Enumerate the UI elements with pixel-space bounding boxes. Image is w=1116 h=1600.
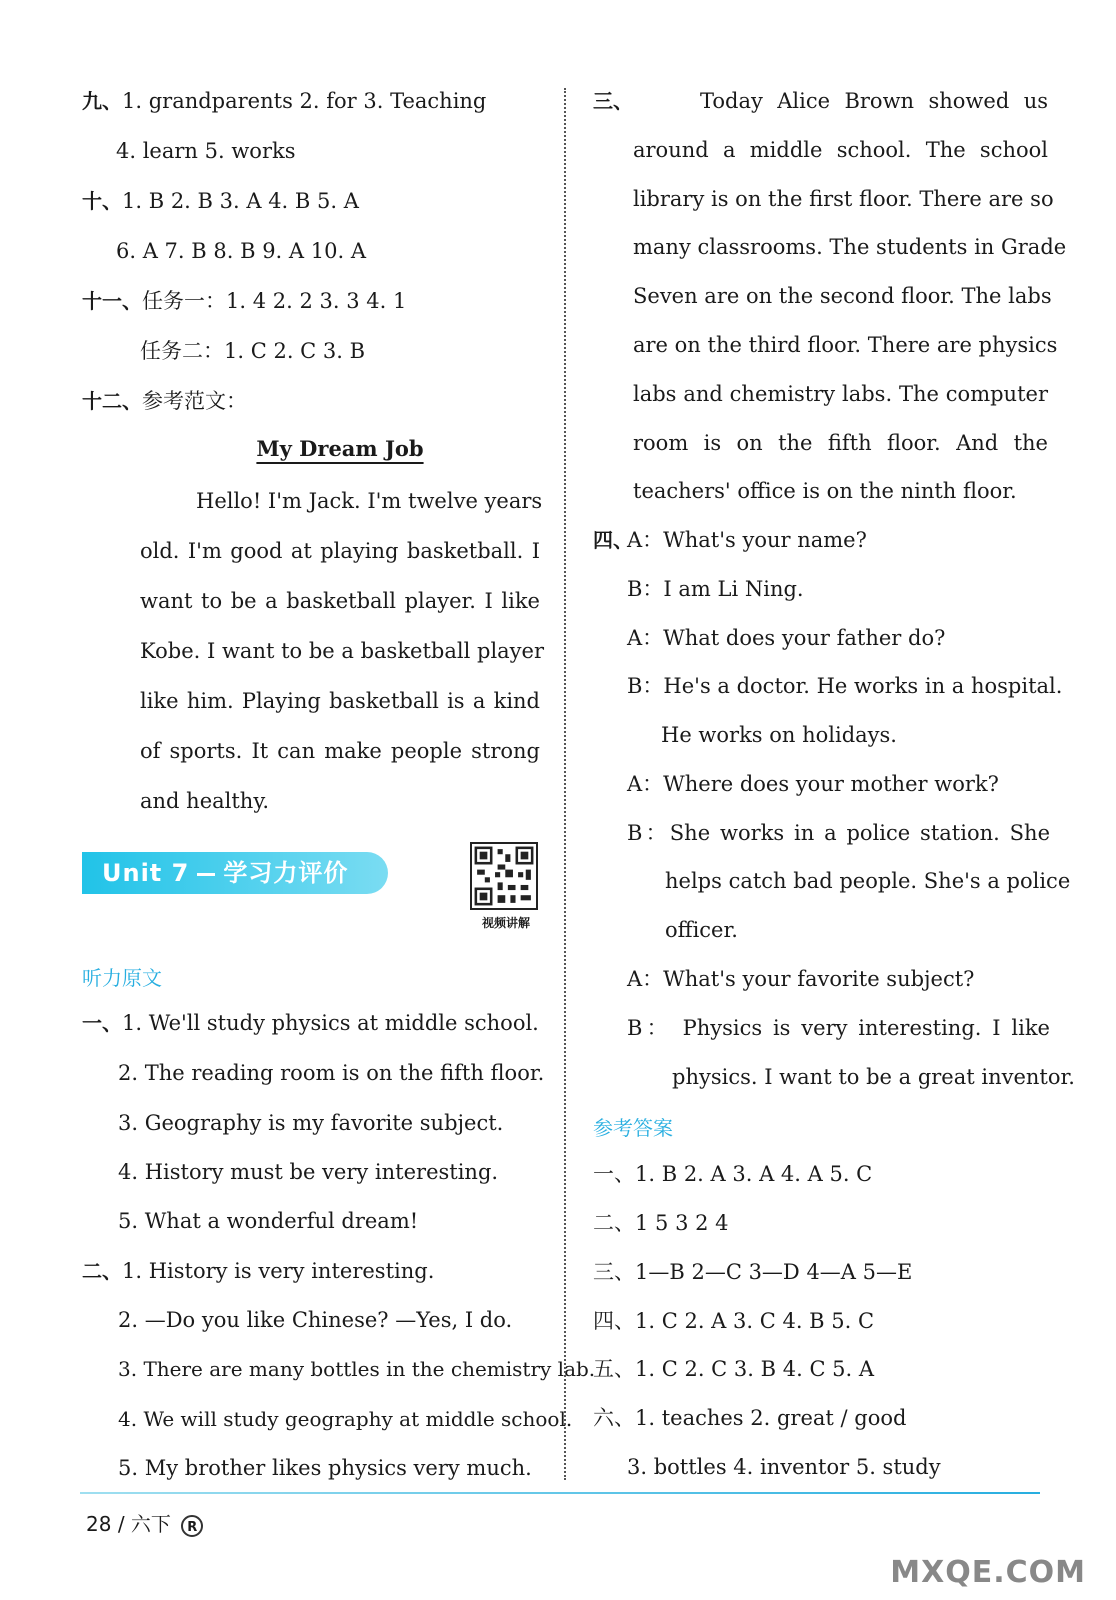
page-footer — [86, 1508, 203, 1537]
answer-1: 一、1. B 2. A 3. A 4. A 5. C — [593, 1162, 873, 1186]
q12-text: 参考范文： — [142, 389, 247, 413]
q11-line-1 — [82, 286, 406, 316]
grade-label: 六下 — [130, 1512, 171, 1536]
q10-label: 十、 — [82, 189, 122, 213]
q11-label: 十一、 — [82, 289, 142, 313]
s1-line-1 — [82, 1008, 539, 1038]
s4-line-6: A：Where does your mother work? — [627, 772, 999, 796]
answer-5: 五、1. C 2. C 3. B 4. C 5. A — [593, 1357, 875, 1381]
s2-item-5: 5. My brother likes physics very much. — [118, 1456, 532, 1480]
answers-title: 参考答案 — [593, 1116, 673, 1140]
essay-line-7: and healthy. — [140, 789, 270, 813]
essay-line-2: old. I'm good at playing basketball. I — [140, 539, 540, 563]
s4-line-11: B： Physics is very interesting. I like — [627, 1016, 1050, 1040]
page-number: 28 — [86, 1512, 112, 1536]
q9-line-2: 4. learn 5. works — [116, 139, 296, 163]
s3-label: 三、 — [593, 89, 633, 113]
q11-task2: 任务二：1. C 2. C 3. B — [140, 339, 366, 363]
unit-banner — [82, 852, 388, 894]
q9-line-1 — [82, 86, 486, 116]
s3-line-1: Today Alice Brown showed us — [700, 89, 1048, 113]
watermark: MXQE.COM — [890, 1555, 1086, 1590]
s2-item-1: 1. History is very interesting. — [122, 1259, 435, 1283]
qr-caption: 视频讲解 — [481, 916, 530, 930]
s2-item-2: 2. —Do you like Chinese? —Yes, I do. — [118, 1308, 513, 1332]
s4-label: 四、 — [593, 528, 633, 552]
s3-line-9: teachers' office is on the ninth floor. — [633, 479, 1017, 503]
q12-line — [82, 386, 247, 416]
s3-line-3: library is on the first floor. There are so — [633, 187, 1054, 211]
q10-line-1 — [82, 186, 359, 216]
page-slash: / — [117, 1512, 125, 1536]
q10-line-2: 6. A 7. B 8. B 9. A 10. A — [116, 239, 366, 263]
s4-line-12: physics. I want to be a great inventor. — [672, 1065, 1075, 1089]
s3-line-6: are on the third floor. There are physics — [633, 333, 1058, 357]
answer-6-line-1: 六、1. teaches 2. great / good — [593, 1406, 907, 1430]
column-divider — [564, 88, 566, 1480]
essay-line-5: like him. Playing basketball is a kind — [140, 689, 540, 713]
q11-task1: 任务一：1. 4 2. 2 3. 3 4. 1 — [142, 289, 407, 313]
unit-banner-title: 学习力评价 — [223, 859, 349, 887]
answer-6-line-2: 3. bottles 4. inventor 5. study — [627, 1455, 941, 1479]
s4-line-10: A：What's your favorite subject? — [627, 967, 975, 991]
banner-separator — [197, 873, 215, 876]
s4-line-5: He works on holidays. — [661, 723, 897, 747]
q10-answers-1: 1. B 2. B 3. A 4. B 5. A — [122, 189, 359, 213]
answer-2: 二、1 5 3 2 4 — [593, 1211, 729, 1235]
essay-title: My Dream Job — [256, 436, 424, 461]
q9-answers-1: 1. grandparents 2. for 3. Teaching — [122, 89, 487, 113]
s4-line-2: B：I am Li Ning. — [627, 577, 804, 601]
s3-line-8: room is on the fifth floor. And the — [633, 431, 1048, 455]
s4-line-8: helps catch bad people. She's a police — [665, 869, 1071, 893]
answer-4: 四、1. C 2. A 3. C 4. B 5. C — [593, 1309, 875, 1333]
s1-item-3: 3. Geography is my favorite subject. — [118, 1111, 504, 1135]
s2-item-3: 3. There are many bottles in the chemistry lab. — [118, 1357, 596, 1381]
s3-line-5: Seven are on the second floor. The labs — [633, 284, 1052, 308]
essay-line-6: of sports. It can make people strong — [140, 739, 540, 763]
s4-line-9: officer. — [665, 918, 738, 942]
s3-line-7: labs and chemistry labs. The computer — [633, 382, 1048, 406]
s3-line-4: many classrooms. The students in Grade — [633, 235, 1067, 259]
essay-line-3: want to be a basketball player. I like — [140, 589, 540, 613]
s2-label: 二、 — [82, 1259, 122, 1283]
unit-banner-unit: Unit 7 — [102, 859, 190, 887]
s3-line-2: around a middle school. The school — [633, 138, 1048, 162]
s4-line-4: B：He's a doctor. He works in a hospital. — [627, 674, 1063, 698]
s2-item-4: 4. We will study geography at middle school. — [118, 1407, 573, 1431]
q9-label: 九、 — [82, 89, 122, 113]
listening-title: 听力原文 — [82, 966, 162, 990]
s4-line-7: B：She works in a police station. She — [627, 821, 1050, 845]
edition-badge-icon: R — [181, 1515, 203, 1537]
s1-item-1: 1. We'll study physics at middle school. — [122, 1011, 539, 1035]
footer-rule — [80, 1492, 1040, 1494]
s1-label: 一、 — [82, 1011, 122, 1035]
s1-item-5: 5. What a wonderful dream! — [118, 1209, 419, 1233]
s1-item-4: 4. History must be very interesting. — [118, 1160, 499, 1184]
answer-3: 三、1—B 2—C 3—D 4—A 5—E — [593, 1260, 913, 1284]
s4-line-1: A：What's your name? — [627, 528, 867, 552]
s1-item-2: 2. The reading room is on the fifth floor. — [118, 1061, 545, 1085]
essay-line-1: Hello! I'm Jack. I'm twelve years — [196, 489, 543, 513]
s2-line-1 — [82, 1256, 434, 1286]
q12-label: 十二、 — [82, 389, 142, 413]
essay-line-4: Kobe. I want to be a basketball player — [140, 639, 545, 663]
s4-line-3: A：What does your father do? — [627, 626, 946, 650]
qr-code-icon[interactable] — [470, 842, 538, 910]
